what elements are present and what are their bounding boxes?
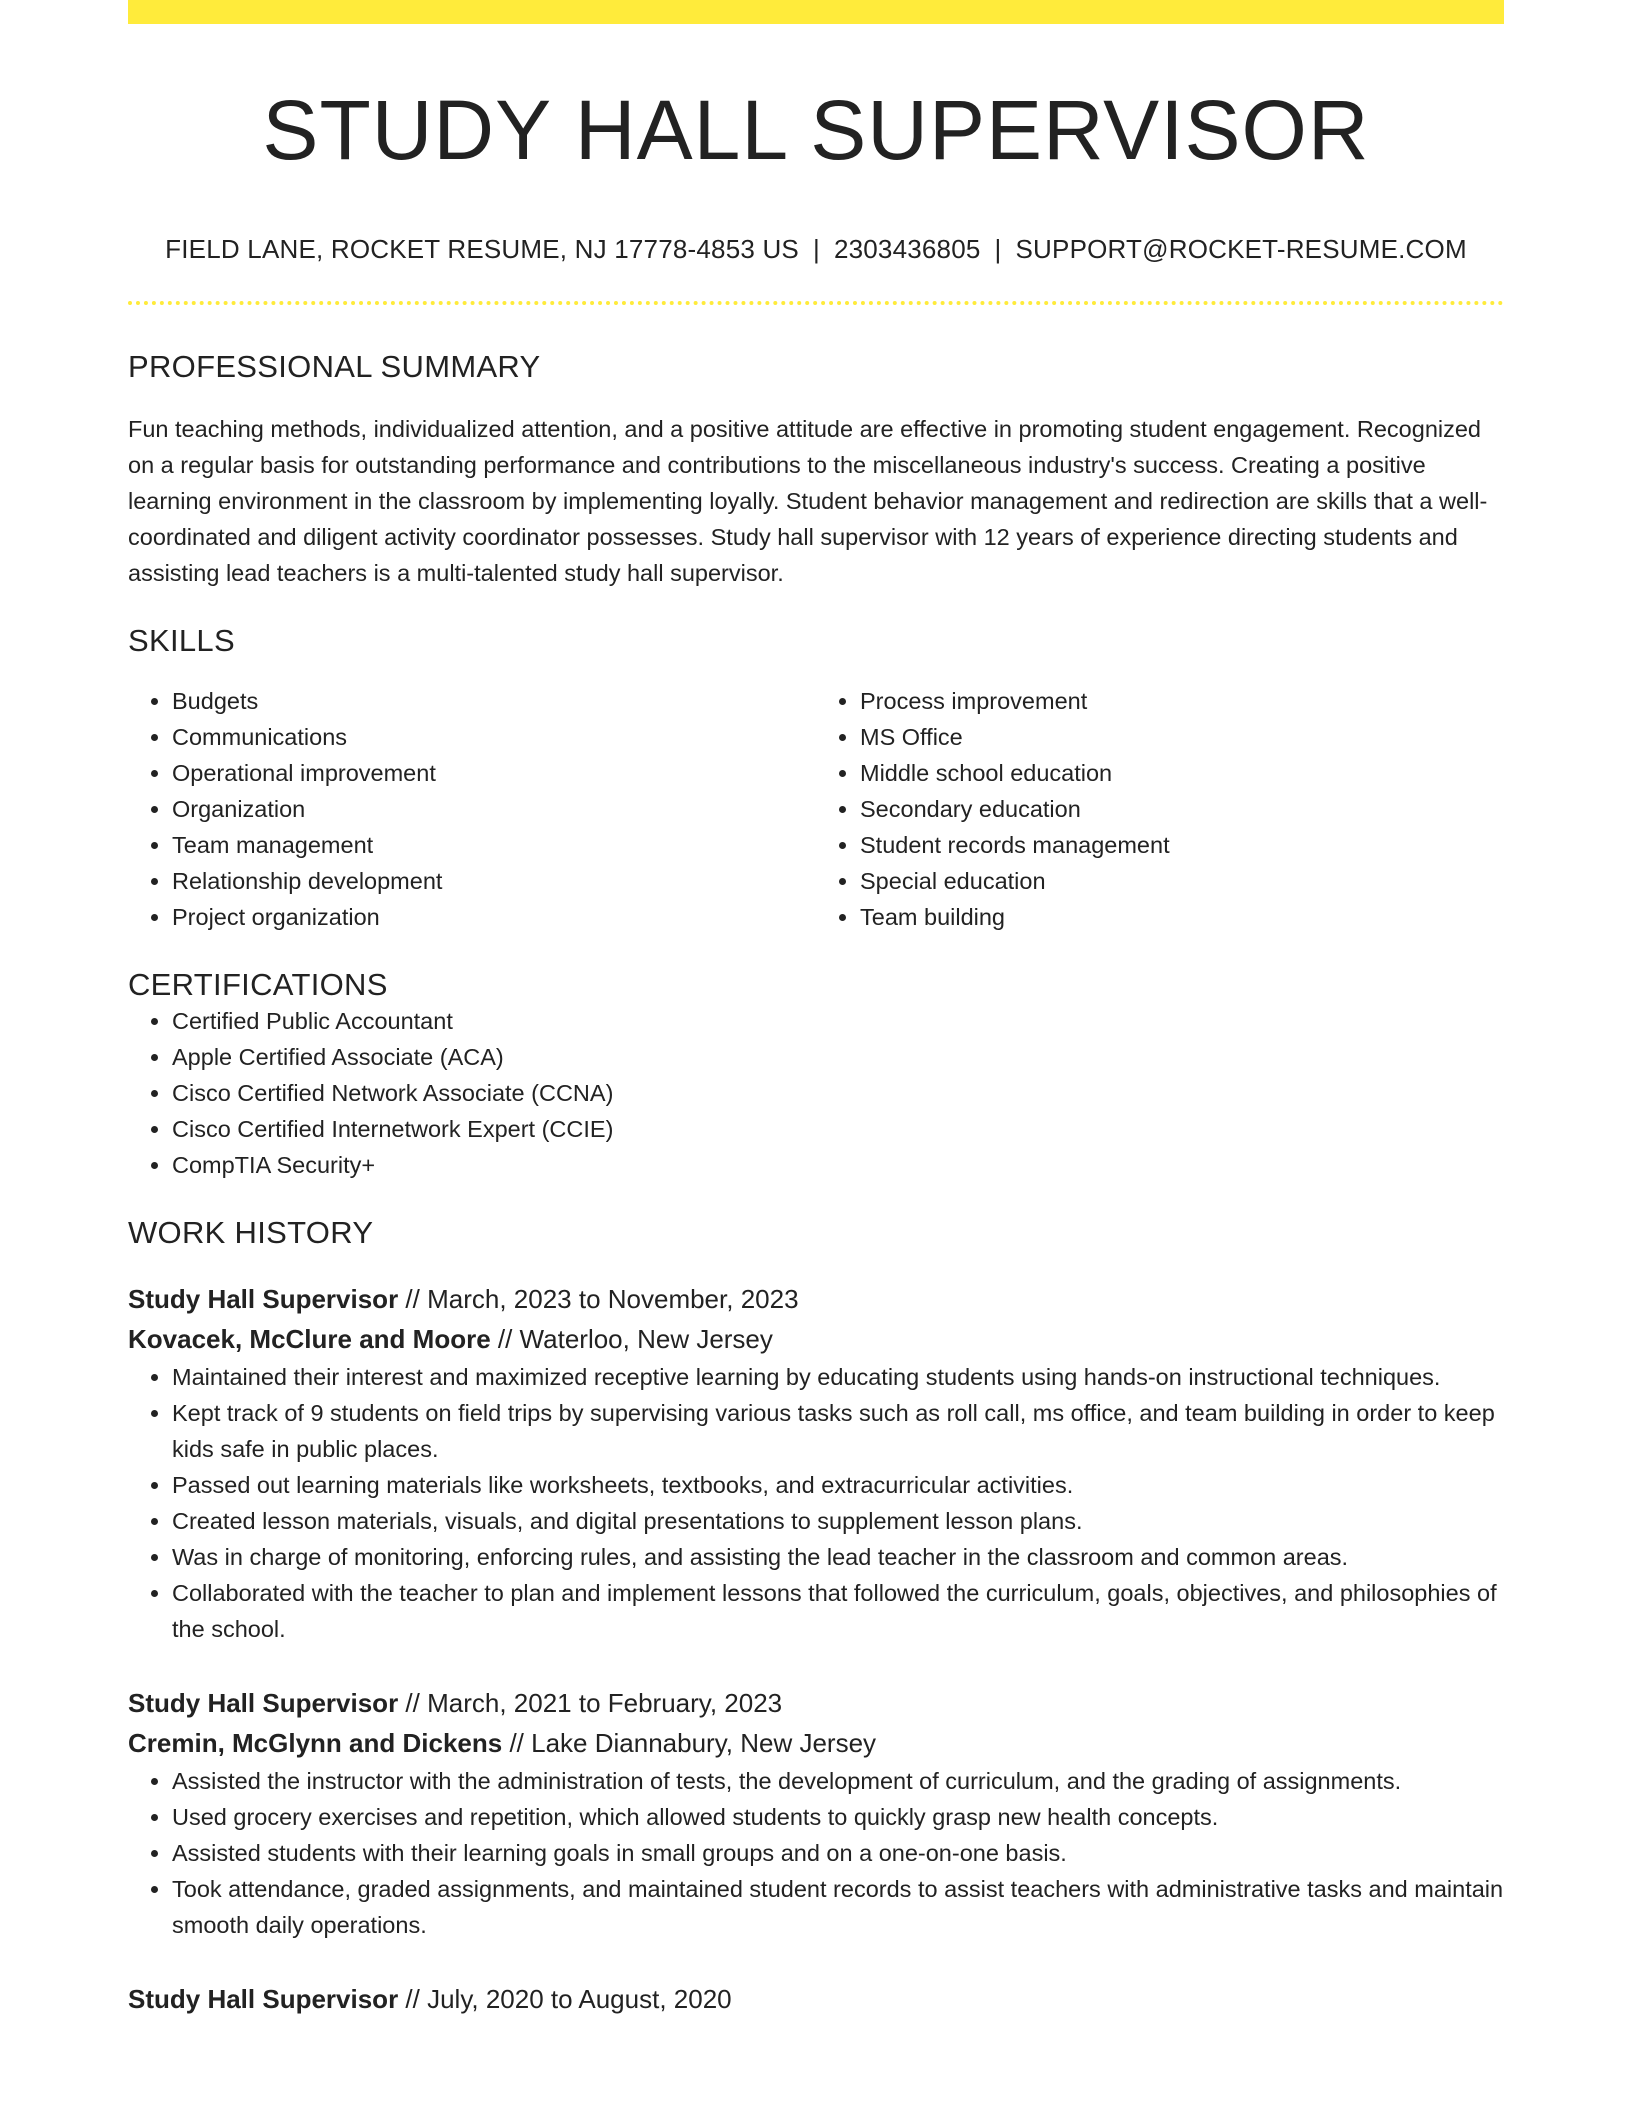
skills-grid — [128, 683, 1504, 935]
job-entry — [128, 1683, 1504, 1943]
job-bullets — [128, 1359, 1504, 1647]
job-bullet: • Kept track of 9 students on field trips by supervising various tasks such as roll call, ms office, and team building in order to keep kids safe in public places. — [172, 1395, 1504, 1467]
job-bullet: • Used grocery exercises and repetition, which allowed students to quickly grasp new health concepts. — [172, 1799, 1504, 1835]
job-entry — [128, 1979, 1504, 2019]
summary-heading: PROFESSIONAL SUMMARY — [128, 349, 541, 385]
phone: 2303436805 — [833, 234, 981, 265]
skill-item: • Process improvement — [860, 683, 1504, 719]
job-entry — [128, 1279, 1504, 1647]
skill-item: • Communications — [172, 719, 816, 755]
certification-item: • Cisco Certified Internetwork Expert (CCIE) — [172, 1111, 1504, 1147]
accent-bar — [128, 0, 1504, 24]
certification-item: • Certified Public Accountant — [172, 1003, 1504, 1039]
skill-item: • Middle school education — [860, 755, 1504, 791]
job-company: Kovacek, McClure and Moore — [128, 1324, 491, 1355]
job-role-line — [128, 1979, 1504, 2019]
address: FIELD LANE, ROCKET RESUME, NJ 17778-4853 US — [165, 234, 799, 265]
contact-line — [128, 234, 1504, 265]
job-dates: // March, 2023 to November, 2023 — [405, 1284, 799, 1315]
job-role: Study Hall Supervisor — [128, 1688, 399, 1719]
work-history-heading: WORK HISTORY — [128, 1215, 374, 1251]
skill-item: • Relationship development — [172, 863, 816, 899]
job-role-line — [128, 1279, 1504, 1319]
job-company-line — [128, 1319, 1504, 1359]
skill-item: • Team building — [860, 899, 1504, 935]
email: SUPPORT@ROCKET-RESUME.COM — [1015, 234, 1467, 265]
job-bullet: • Collaborated with the teacher to plan and implement lessons that followed the curriculum, goals, objectives, and philosophies of the school. — [172, 1575, 1504, 1647]
job-location: // Waterloo, New Jersey — [497, 1324, 773, 1355]
job-location: // Lake Diannabury, New Jersey — [509, 1728, 877, 1759]
job-company-line — [128, 1723, 1504, 1763]
job-bullet: • Was in charge of monitoring, enforcing rules, and assisting the lead teacher in the classroom and common areas. — [172, 1539, 1504, 1575]
skills-right-list — [816, 683, 1504, 935]
skill-item: • Budgets — [172, 683, 816, 719]
summary-text: Fun teaching methods, individualized attention, and a positive attitude are effective in promoting student engagement. Recognized on a regular basis for outstanding performance and contributions to the miscellaneous industry's success. Creating a positive learning environment in the classroom by implementing loyally. Student behavior management and redirection are skills that a well-coordinated and diligent activity coordinator possesses. Study hall supervisor with 12 years of experience directing students and assisting lead teachers is a multi-talented study hall supervisor. — [128, 416, 1488, 587]
skills-left-list — [128, 683, 816, 935]
skill-item: • MS Office — [860, 719, 1504, 755]
certification-item: • Apple Certified Associate (ACA) — [172, 1039, 1504, 1075]
skill-item: • Operational improvement — [172, 755, 816, 791]
contact-separator: | — [812, 234, 820, 265]
job-bullet: • Took attendance, graded assignments, and maintained student records to assist teachers with administrative tasks and maintain smooth daily operations. — [172, 1871, 1504, 1943]
job-bullet: • Assisted the instructor with the administration of tests, the development of curriculum, and the grading of assignments. — [172, 1763, 1504, 1799]
skill-item: • Student records management — [860, 827, 1504, 863]
skill-item: • Secondary education — [860, 791, 1504, 827]
certifications-list — [128, 1003, 1504, 1183]
job-role: Study Hall Supervisor — [128, 1984, 399, 2015]
skill-item: • Project organization — [172, 899, 816, 935]
certifications-heading: CERTIFICATIONS — [128, 967, 388, 1003]
dotted-divider — [128, 301, 1504, 305]
job-role: Study Hall Supervisor — [128, 1284, 399, 1315]
job-dates: // March, 2021 to February, 2023 — [405, 1688, 783, 1719]
job-bullet: • Created lesson materials, visuals, and digital presentations to supplement lesson plans. — [172, 1503, 1504, 1539]
certification-item: • Cisco Certified Network Associate (CCNA) — [172, 1075, 1504, 1111]
job-company: Cremin, McGlynn and Dickens — [128, 1728, 503, 1759]
skill-item: • Special education — [860, 863, 1504, 899]
job-bullets — [128, 1763, 1504, 1943]
resume-page — [128, 0, 1504, 2019]
contact-separator: | — [994, 234, 1002, 265]
job-role-line — [128, 1683, 1504, 1723]
skills-heading: SKILLS — [128, 623, 235, 659]
skill-item: • Organization — [172, 791, 816, 827]
job-bullet: • Passed out learning materials like worksheets, textbooks, and extracurricular activities. — [172, 1467, 1504, 1503]
skill-item: • Team management — [172, 827, 816, 863]
certification-item: • CompTIA Security+ — [172, 1147, 1504, 1183]
job-bullet: • Maintained their interest and maximized receptive learning by educating students using hands-on instructional techniques. — [172, 1359, 1504, 1395]
job-bullet: • Assisted students with their learning goals in small groups and on a one-on-one basis. — [172, 1835, 1504, 1871]
resume-title: STUDY HALL SUPERVISOR — [262, 83, 1370, 177]
job-dates: // July, 2020 to August, 2020 — [405, 1984, 732, 2015]
